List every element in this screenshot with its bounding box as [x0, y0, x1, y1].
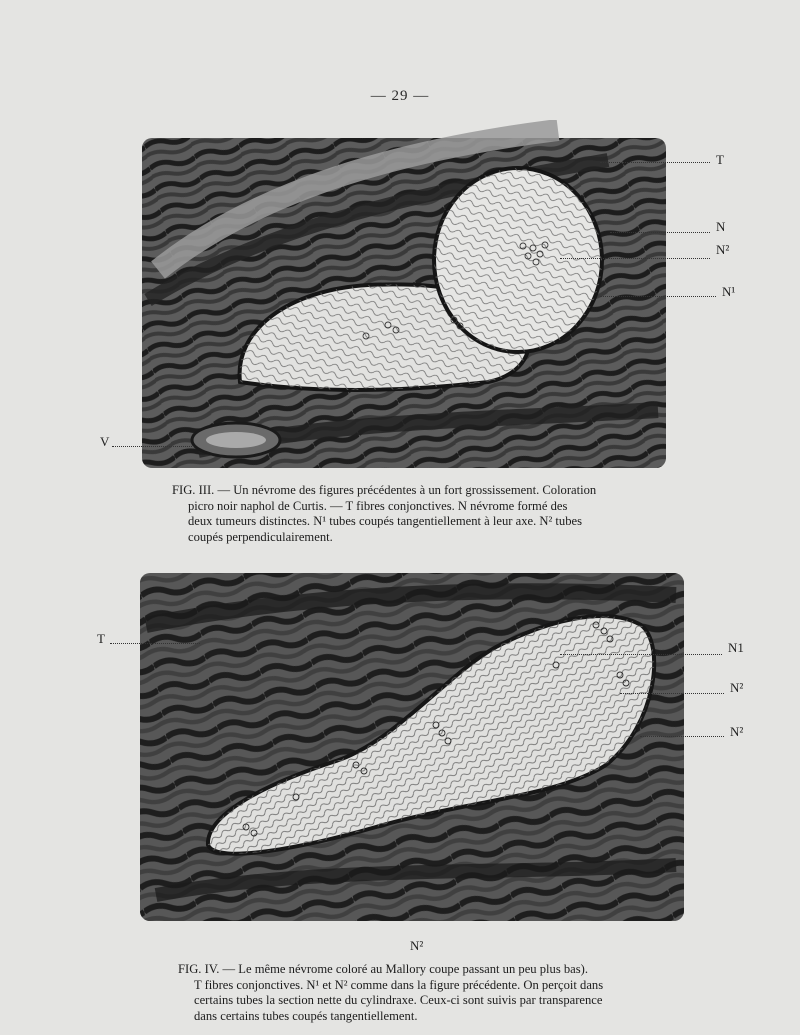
label-n-fig3: N [716, 219, 726, 234]
label-n1-fig4: N1 [728, 640, 744, 655]
caption-line: certains tubes la section nette du cylindraxe. Ceux-ci sont suivis par transparence [194, 993, 603, 1008]
label-n2c-fig4: N² [410, 938, 424, 953]
figure-3-caption [172, 483, 596, 545]
label-t-fig4: T [97, 631, 105, 646]
leader-line-t-fig3 [600, 162, 710, 163]
leader-line-n2a-fig4 [620, 693, 724, 694]
caption-line: FIG. III. — Un névrome des figures précédentes à un fort grossissement. Coloration [172, 483, 597, 497]
leader-line-t-fig4 [110, 643, 200, 644]
label-v-fig3: V [100, 434, 110, 449]
caption-line: FIG. IV. — Le même névrome coloré au Mallory coupe passant un peu plus bas). [178, 962, 589, 976]
label-n2a-fig4: N² [730, 680, 744, 695]
leader-line-n2b-fig4 [640, 736, 724, 737]
caption-line: deux tumeurs distinctes. N¹ tubes coupés tangentiellement à leur axe. N² tubes [188, 514, 583, 529]
leader-line-n-fig3 [610, 232, 710, 233]
leader-line-n1-fig4 [560, 654, 722, 655]
caption-line: picro noir naphol de Curtis. — T fibres conjonctives. N névrome formé des [188, 498, 568, 513]
label-n1-fig3: N¹ [722, 284, 736, 299]
leader-line-v-fig3 [112, 446, 194, 447]
leader-line-n2-fig3 [560, 258, 710, 259]
label-t-fig3: T [716, 152, 724, 167]
figure-4-caption [178, 962, 603, 1024]
leader-line-n1-fig3 [600, 296, 716, 297]
caption-line: coupés perpendiculairement. [188, 529, 333, 544]
label-n2-fig3: N² [716, 242, 730, 257]
figure-4-illustration [136, 565, 688, 925]
caption-line: dans certains tubes coupés tangentiellement. [194, 1008, 418, 1023]
figure-3-illustration [138, 120, 670, 475]
caption-line: T fibres conjonctives. N¹ et N² comme dans la figure précédente. On perçoit dans [194, 977, 604, 992]
label-n2b-fig4: N² [730, 724, 744, 739]
page-number: — 29 — [370, 88, 430, 104]
